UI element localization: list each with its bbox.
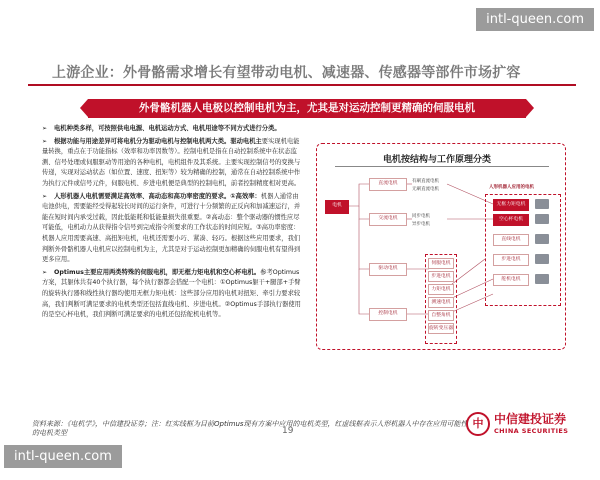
- control-node: 旋转变压器: [428, 323, 454, 334]
- company-logo: [466, 410, 576, 438]
- arrow-bullet-icon: ➢: [42, 268, 48, 276]
- source-note: 资料来源：《电机学》，中信建投证券；注：红实线框为目前Optimus现有方案中应用的电机类型，红虚线框表示人形机器人中存在应用可能性的电机类型: [32, 420, 468, 438]
- app-node-frameless-torque: 无框力矩电机: [493, 199, 529, 211]
- paragraph: ➢ 根据功能与用途差异可将电机分为驱动电机与控制电机两大类。驱动电机主要实现机电能量转换，重点在于功能指标（效率和功率因数等）。控制电机是指在自动控制系统中在状态监测、信号处理或伺服驱动等用途的各种电机，电机组件及其系统。主要实现控制信号的变换与传递，实现对运动状态（如位置、速度、扭矩等）较为精确的控制，通常在自动控制系统中作为执行元件或信号元件，伺服电机、步进电机便是典型的控制电机，前者控制精度相对更高。: [42, 137, 301, 187]
- root-node: 电机: [325, 200, 349, 214]
- watermark-top: intl-queen.com: [476, 8, 594, 31]
- title-rule: [28, 84, 576, 86]
- arrow-bullet-icon: ➢: [42, 125, 48, 132]
- diagram-title: 电机按结构与工作原理分类: [383, 155, 492, 165]
- watermark-bottom: intl-queen.com: [4, 445, 122, 468]
- app-node-servo: 舵机电机: [493, 274, 529, 286]
- arrow-bullet-icon: ➢: [42, 137, 48, 145]
- control-node: 伺服电机: [428, 258, 454, 269]
- section-banner: 外骨骼机器人电极以控制电机为主，尤其是对运动控制更精确的伺服电机: [88, 99, 526, 118]
- page-title: 上游企业：外骨骼需求增长有望带动电机、减速器、传感器等部件市场扩容: [52, 65, 521, 81]
- logo-mark-icon: 中: [466, 412, 490, 436]
- app-node-stepper: 步进电机: [493, 254, 529, 266]
- sub-label: 无刷直流电机: [412, 187, 439, 192]
- banner-right-arrow: [526, 99, 534, 117]
- paragraph: ➢ 电机种类多样，可按照供电电源、电机运动方式、电机用途等不同方式进行分类。: [42, 124, 304, 135]
- node-drive-motor: 驱动电机: [369, 263, 407, 276]
- app-node-linear: 直线电机: [493, 234, 529, 246]
- node-ac-motor: 交流电机: [369, 213, 407, 226]
- paragraph: ➢ 人形机器人电机需要满足高效率、高动态和高功率密度的要求。①高效率：机器人通常由电池供电，需要能经受得起较长时间的运行条件，可进行十分频繁的正反向和加减速运行，并能在短时间内承受过载，因此低能耗和低能量损失很重要。②高动态：整个驱动器的惯性应尽可能低，电机动力从获得指令信号到完成指令所要求的工作状态的时间应短。③高功率密度：机器人应用需要高速、高扭矩电机，电机还需要小巧、紧凑、轻巧。根据这些应用要求，我们判断外骨骼机器人电机应以控制电机为主，尤其是对于运动控制更加精确的伺服电机有望得到更多应用。: [42, 192, 301, 264]
- node-dc-motor: 直流电机: [369, 178, 407, 191]
- motor-image: [535, 274, 549, 284]
- logo-cn-text: 中信建投证券: [494, 412, 567, 426]
- sub-label: 异步电机: [412, 222, 430, 227]
- control-node: 步进电机: [428, 271, 454, 282]
- motor-image: [535, 234, 549, 244]
- motor-image: [535, 214, 549, 224]
- application-header: 人形机器人应用的电机: [489, 185, 534, 190]
- logo-en-text: CHINA SECURITIES: [494, 427, 569, 435]
- sub-label: 有刷直流电机: [412, 179, 439, 184]
- motor-image: [535, 199, 549, 209]
- control-node: 测速电机: [428, 297, 454, 308]
- page-number: 19: [282, 426, 294, 436]
- node-control-motor: 控制电机: [369, 308, 407, 321]
- control-node: 力矩电机: [428, 284, 454, 295]
- body-text: [42, 124, 304, 323]
- motor-classification-diagram: [316, 143, 566, 350]
- paragraph: ➢ Optimus主要应用两类特殊的伺服电机，即无框力矩电机和空心杯电机。参考Optimus方案，其躯体共有40个执行器，每个执行器都会搭配一个电机：①Optimus躯干+腿部+手臂的旋转执行器和线性执行器均使用无框力矩电机：这些部分应用的电机对扭矩、牵引力要求较高，我们判断可满足要求的电机类型还包括直线电机、步进电机。②Optimus手部执行器使用的是空心杯电机，我们判断可满足要求的电机还包括舵机电机等。: [42, 268, 301, 319]
- control-node: 自整角机: [428, 310, 454, 321]
- sub-label: 同步电机: [412, 214, 430, 219]
- arrow-bullet-icon: ➢: [42, 192, 48, 200]
- motor-image: [535, 254, 549, 264]
- app-node-coreless: 空心杯电机: [493, 214, 529, 226]
- banner-left-arrow: [80, 99, 88, 117]
